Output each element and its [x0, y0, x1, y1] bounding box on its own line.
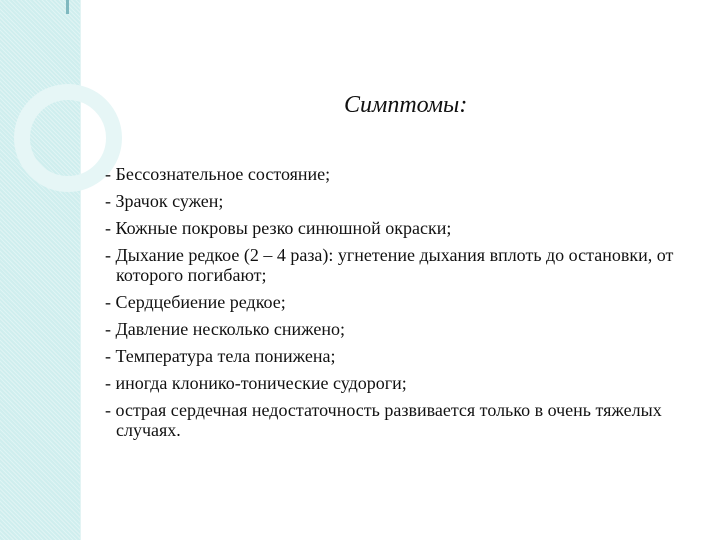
symptom-text: Зрачок сужен; [115, 191, 224, 211]
symptom-item [96, 346, 708, 366]
symptom-list [96, 164, 708, 447]
symptom-text: Давление несколько снижено; [115, 319, 346, 339]
bullet-dash: - [105, 164, 111, 184]
symptom-text: иногда клонико-тонические судороги; [115, 373, 407, 393]
symptom-item [96, 319, 708, 339]
bullet-dash: - [105, 373, 111, 393]
symptom-text: Дыхание редкое (2 – 4 раза): угнетение дыхания вплоть до остановки, от которого погибают; [115, 245, 674, 285]
symptom-item [96, 191, 708, 211]
bullet-dash: - [105, 245, 111, 265]
bullet-dash: - [105, 292, 111, 312]
symptom-text: Бессознательное состояние; [115, 164, 331, 184]
slide-title-text: Симптомы [344, 92, 460, 118]
symptom-item [96, 218, 708, 238]
symptom-text: Кожные покровы резко синюшной окраски; [115, 218, 452, 238]
bullet-dash: - [105, 400, 111, 420]
symptom-item [96, 245, 708, 285]
symptom-item [96, 400, 708, 440]
bullet-dash: - [105, 218, 111, 238]
slide-title-colon: : [459, 92, 468, 118]
symptom-text: острая сердечная недостаточность развивается только в очень тяжелых случаях. [115, 400, 662, 440]
symptom-text: Температура тела понижена; [115, 346, 336, 366]
slide-title [344, 92, 467, 119]
symptom-item [96, 164, 708, 184]
symptom-text: Сердцебиение редкое; [115, 292, 286, 312]
bullet-dash: - [105, 346, 111, 366]
bullet-dash: - [105, 191, 111, 211]
symptom-item [96, 292, 708, 312]
symptom-item [96, 373, 708, 393]
sidebar-stripe [66, 0, 69, 14]
bullet-dash: - [105, 319, 111, 339]
